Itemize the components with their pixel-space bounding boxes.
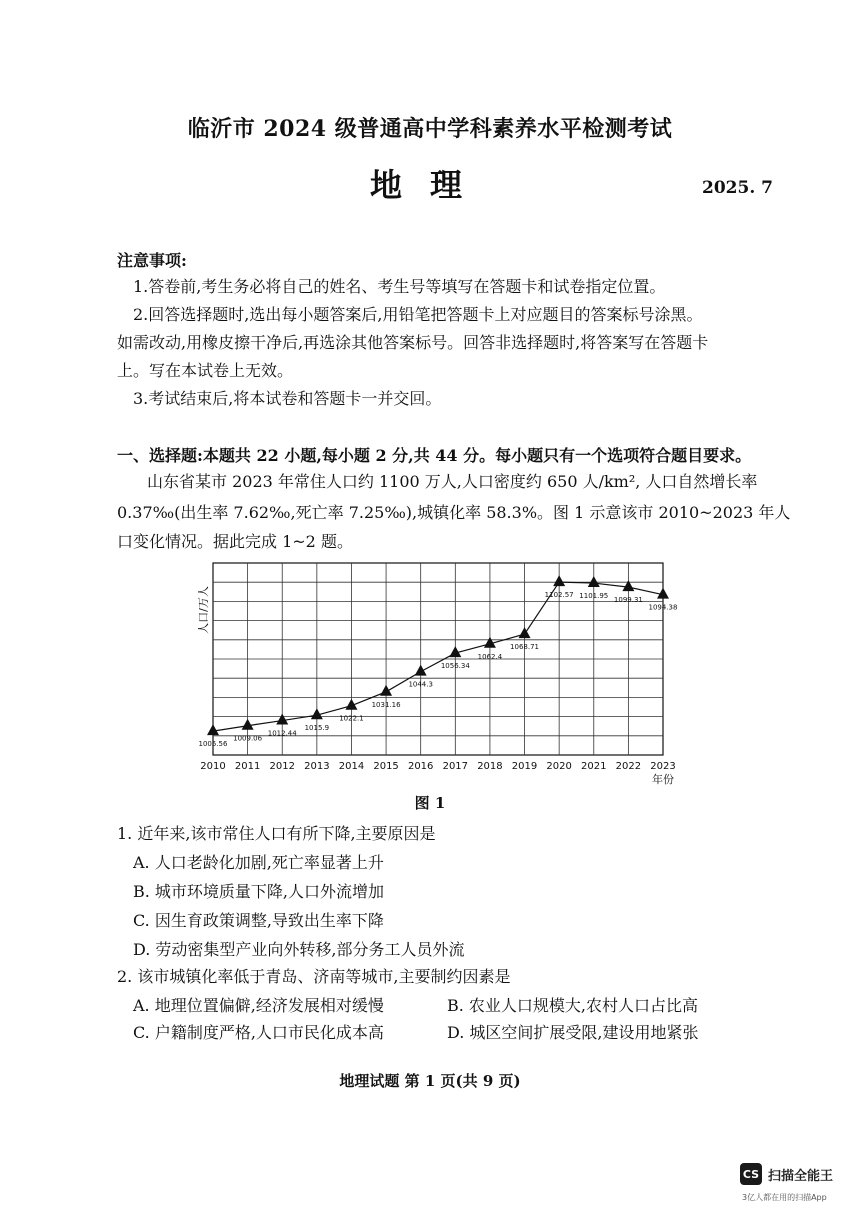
question-1-option-c: C. 因生育政策调整,导致出生率下降 xyxy=(133,911,384,930)
exam-title: 临沂市 2024 级普通高中学科素养水平检测考试 xyxy=(187,116,673,142)
x-tick-label: 2011 xyxy=(234,761,261,772)
x-tick-label: 2022 xyxy=(615,761,642,772)
intro-line-3: 口变化情况。据此完成 1~2 题。 xyxy=(117,532,353,551)
x-tick-label: 2015 xyxy=(373,761,399,772)
intro-line-1: 山东省某市 2023 年常住人口约 1100 万人,人口密度约 650 人/km², 人口自然增长率 xyxy=(147,472,758,491)
notice-line-3: 如需改动,用橡皮擦干净后,再选涂其他答案标号。回答非选择题时,将答案写在答题卡 xyxy=(117,333,709,352)
x-tick-label: 2012 xyxy=(269,761,295,772)
data-label: 1044.3 xyxy=(408,680,433,689)
x-tick-label: 2010 xyxy=(200,761,226,772)
figure-caption: 图 1 xyxy=(414,794,446,812)
x-tick-label: 2013 xyxy=(304,761,330,772)
notice-line-4: 上。写在本试卷上无效。 xyxy=(117,361,294,380)
data-label: 1022.1 xyxy=(339,714,364,723)
data-label: 1101.95 xyxy=(579,592,609,601)
x-tick-label: 2017 xyxy=(442,761,469,772)
notice-line-2: 2.回答选择题时,选出每小题答案后,用铅笔把答题卡上对应题目的答案标号涂黑。 xyxy=(133,305,703,324)
data-label: 1009.06 xyxy=(233,734,263,743)
intro-line-2: 0.37‰(出生率 7.62‰,死亡率 7.25‰),城镇化率 58.3%。图 1 示意该市 2010~2023 年人 xyxy=(117,503,791,522)
data-point-marker xyxy=(242,719,254,730)
data-point-marker xyxy=(588,576,600,587)
data-label: 1068.71 xyxy=(510,643,540,652)
data-label: 1056.34 xyxy=(440,662,470,671)
watermark-tagline: 3亿人都在用的扫描App xyxy=(742,1193,827,1202)
data-point-marker xyxy=(276,714,288,725)
watermark-name: 扫描全能王 xyxy=(768,1168,834,1184)
data-point-marker xyxy=(553,575,565,586)
y-axis-label: 人口/万人 xyxy=(197,586,210,634)
data-label: 1012.44 xyxy=(267,729,297,738)
exam-date: 2025. 7 xyxy=(702,178,773,198)
data-label: 1094.38 xyxy=(648,603,678,612)
x-tick-label: 2014 xyxy=(338,761,365,772)
question-1-stem: 1. 近年来,该市常住人口有所下降,主要原因是 xyxy=(117,824,436,843)
x-tick-label: 2021 xyxy=(581,761,607,772)
data-point-marker xyxy=(380,685,392,696)
data-label: 1099.31 xyxy=(613,596,643,605)
x-tick-labels xyxy=(200,761,675,772)
data-label: 1062.4 xyxy=(477,652,503,661)
question-1-option-a: A. 人口老龄化加剧,死亡率显著上升 xyxy=(133,853,384,872)
x-tick-label: 2020 xyxy=(546,761,572,772)
x-axis-label: 年份 xyxy=(652,773,674,785)
x-tick-label: 2023 xyxy=(650,761,676,772)
notice-line-1: 1.答卷前,考生务必将自己的姓名、考生号等填写在答题卡和试卷指定位置。 xyxy=(133,277,666,296)
x-tick-label: 2019 xyxy=(511,761,538,772)
question-1-option-b: B. 城市环境质量下降,人口外流增加 xyxy=(133,882,385,901)
page-footer: 地理试题 第 1 页(共 9 页) xyxy=(339,1072,521,1090)
x-tick-label: 2016 xyxy=(407,761,434,772)
section-heading: 一、选择题:本题共 22 小题,每小题 2 分,共 44 分。每小题只有一个选项符合题目要求。 xyxy=(117,446,752,465)
x-tick-label: 2018 xyxy=(477,761,503,772)
question-2-option-b: B. 农业人口规模大,农村人口占比高 xyxy=(447,996,699,1015)
data-label: 1015.9 xyxy=(304,724,330,733)
question-1-option-d: D. 劳动密集型产业向外转移,部分务工人员外流 xyxy=(133,940,465,959)
question-2-option-d: D. 城区空间扩展受限,建设用地紧张 xyxy=(447,1023,699,1042)
question-2-stem: 2. 该市城镇化率低于青岛、济南等城市,主要制约因素是 xyxy=(117,967,511,986)
question-2-option-c: C. 户籍制度严格,人口市民化成本高 xyxy=(133,1023,384,1042)
camscanner-logo: CS xyxy=(740,1163,762,1185)
series-line xyxy=(213,582,663,731)
scanner-watermark xyxy=(740,1163,833,1185)
question-2-option-a: A. 地理位置偏僻,经济发展相对缓慢 xyxy=(133,996,384,1015)
data-label: 1102.57 xyxy=(544,591,574,600)
notice-line-5: 3.考试结束后,将本试卷和答题卡一并交回。 xyxy=(133,389,442,408)
data-point-marker xyxy=(207,724,219,735)
population-chart xyxy=(190,555,700,785)
data-label: 1031.16 xyxy=(371,700,401,709)
data-label: 1005.56 xyxy=(198,740,228,749)
notice-heading: 注意事项: xyxy=(117,251,187,270)
data-point-marker xyxy=(415,665,427,676)
subject-title: 地理 xyxy=(369,166,490,204)
data-point-marker xyxy=(622,580,634,591)
